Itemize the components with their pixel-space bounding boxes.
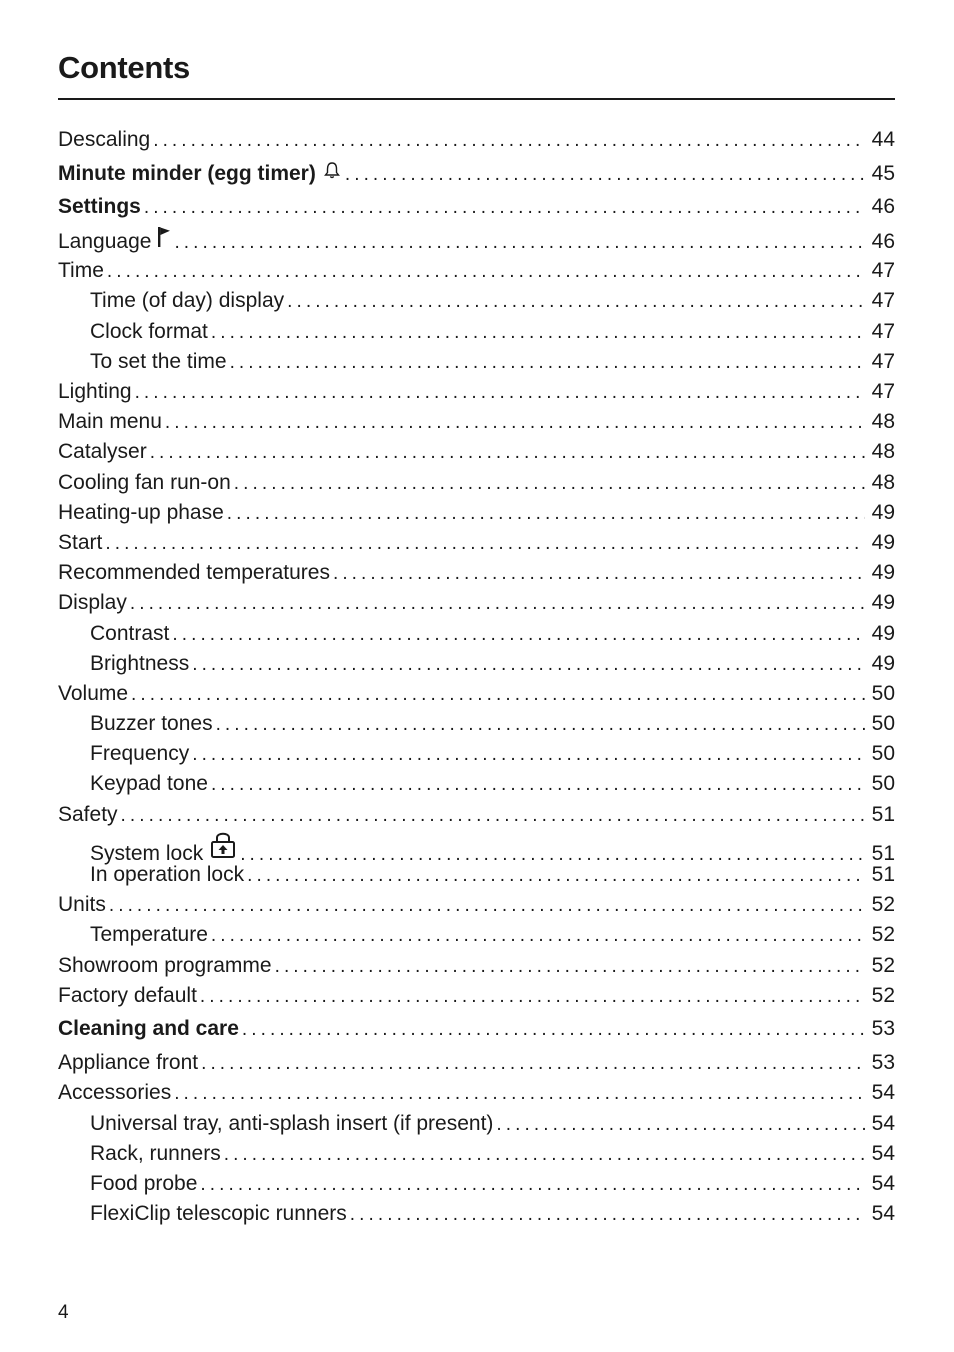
toc-entry [58, 890, 895, 920]
toc-entry-label [58, 951, 272, 981]
toc-entry-label [58, 192, 141, 222]
toc-entry-label [58, 377, 132, 407]
toc-entry-page: 46 [871, 195, 895, 219]
toc-entry [58, 920, 895, 950]
toc-entry-page: 49 [871, 621, 895, 645]
toc-entry [58, 1199, 895, 1229]
toc-entry-page: 49 [871, 530, 895, 554]
toc-entry-label [58, 679, 128, 709]
toc-entry-label [58, 1139, 221, 1169]
toc-entry-page: 54 [871, 1081, 895, 1105]
toc-entry [58, 951, 895, 981]
dot-leader [234, 469, 865, 499]
toc-entry-label [58, 498, 224, 528]
toc-entry-text: Descaling [58, 128, 151, 151]
toc-entry [58, 1139, 895, 1169]
toc-entry-page: 54 [871, 1202, 895, 1226]
toc-entry-label [58, 528, 102, 558]
toc-entry [58, 830, 895, 865]
toc-entry [58, 981, 895, 1011]
dot-leader [211, 318, 865, 348]
toc-entry-page: 50 [871, 712, 895, 736]
toc-entry [58, 709, 895, 739]
toc-entry-text: Keypad tone [90, 772, 208, 796]
toc-entry-text: Minute minder (egg timer) [58, 161, 316, 185]
dot-leader [201, 1049, 865, 1079]
table-of-contents [58, 125, 895, 1229]
toc-entry-page: 48 [871, 440, 895, 464]
page-title: Contents [58, 50, 190, 85]
toc-entry-text: Lighting [58, 380, 132, 403]
toc-entry-page: 47 [871, 380, 895, 403]
toc-entry-text: Catalyser [58, 440, 147, 464]
toc-entry [58, 1048, 895, 1078]
toc-entry-text: Cleaning and care [58, 1017, 239, 1041]
bell-icon [322, 160, 342, 180]
toc-entry-page: 50 [871, 742, 895, 766]
toc-entry-text: Universal tray, anti-splash insert (if present) [90, 1111, 494, 1135]
toc-entry-label [58, 437, 147, 467]
toc-entry-page: 53 [871, 1051, 895, 1075]
dot-leader [153, 126, 865, 156]
toc-entry-text: Contrast [90, 621, 170, 645]
dot-leader [131, 680, 865, 710]
toc-entry-label [58, 226, 171, 257]
toc-entry-page: 49 [871, 651, 895, 675]
toc-entry-page: 51 [871, 802, 895, 826]
toc-entry-page: 54 [871, 1111, 895, 1135]
toc-entry-page: 52 [871, 923, 895, 947]
toc-entry-page: 46 [871, 230, 895, 254]
toc-entry-page: 50 [871, 772, 895, 796]
toc-entry-page: 47 [871, 259, 895, 283]
dot-leader [135, 378, 865, 408]
toc-entry-label [58, 1109, 493, 1139]
toc-entry-label [58, 800, 118, 830]
toc-entry-text: Brightness [90, 651, 190, 675]
toc-entry-label [58, 769, 208, 799]
toc-entry-text: In operation lock [90, 863, 245, 886]
toc-entry [58, 800, 895, 830]
toc-entry-label [58, 256, 104, 286]
toc-entry-label [58, 407, 162, 437]
dot-leader [150, 438, 865, 468]
toc-entry-text: Main menu [58, 410, 162, 434]
toc-entry-label [58, 649, 189, 679]
toc-entry-label [58, 1078, 171, 1108]
toc-entry-text: Appliance front [58, 1051, 199, 1075]
toc-entry-label [58, 920, 208, 950]
toc-entry-page: 44 [871, 128, 895, 151]
dot-leader [333, 559, 865, 589]
toc-entry-text: Accessories [58, 1081, 172, 1105]
toc-entry-text: Display [58, 591, 127, 615]
dot-leader [224, 1140, 865, 1170]
dot-leader [496, 1110, 865, 1140]
toc-entry-page: 48 [871, 410, 895, 434]
toc-entry-page: 51 [871, 863, 895, 886]
dot-leader [121, 801, 865, 831]
toc-entry [58, 679, 895, 709]
toc-entry-text: Showroom programme [58, 953, 272, 977]
toc-entry-page: 45 [871, 161, 895, 185]
dot-leader [174, 1079, 865, 1109]
title-rule [58, 98, 895, 100]
toc-entry-text: Clock format [90, 319, 208, 343]
toc-entry [58, 377, 895, 407]
dot-leader [192, 650, 865, 680]
toc-entry-label [58, 1014, 239, 1044]
toc-entry [58, 159, 895, 189]
dot-leader [216, 710, 865, 740]
toc-entry [58, 649, 895, 679]
toc-entry-page: 49 [871, 500, 895, 524]
toc-entry [58, 256, 895, 286]
toc-entry-text: Heating-up phase [58, 500, 224, 524]
dot-leader [200, 1170, 865, 1200]
toc-entry-label [58, 1169, 197, 1199]
toc-entry [58, 317, 895, 347]
dot-leader [230, 348, 865, 378]
dot-leader [192, 740, 865, 770]
toc-entry-page: 53 [871, 1017, 895, 1041]
toc-entry-text: To set the time [90, 349, 227, 373]
toc-entry-page: 48 [871, 470, 895, 494]
toc-entry [58, 619, 895, 649]
toc-entry-label [58, 1199, 347, 1229]
toc-entry [58, 192, 895, 222]
toc-entry-label [58, 286, 284, 316]
toc-entry-label [58, 739, 189, 769]
toc-entry-text: Time [58, 259, 104, 283]
toc-entry-label [58, 125, 150, 155]
toc-entry-label [58, 890, 106, 920]
toc-entry [58, 860, 895, 890]
toc-entry-label [58, 1048, 198, 1078]
toc-entry-page: 54 [871, 1141, 895, 1165]
toc-entry-text: Language [58, 230, 152, 254]
toc-entry-text: Temperature [90, 923, 208, 947]
toc-entry [58, 1014, 895, 1044]
toc-entry [58, 1078, 895, 1108]
dot-leader [144, 193, 865, 223]
toc-entry-text: Food probe [90, 1171, 198, 1195]
toc-entry-page: 47 [871, 289, 895, 313]
toc-entry-text: Rack, runners [90, 1141, 221, 1165]
dot-leader [165, 408, 865, 438]
toc-entry-text: System lock [90, 841, 204, 865]
toc-entry-label [58, 619, 169, 649]
toc-entry [58, 468, 895, 498]
toc-entry-text: Buzzer tones [90, 712, 213, 736]
toc-entry [58, 286, 895, 316]
toc-entry-page: 47 [871, 319, 895, 343]
toc-entry [58, 588, 895, 618]
toc-entry-label [58, 317, 208, 347]
toc-entry-page: 47 [871, 349, 895, 373]
toc-entry-label [58, 588, 127, 618]
toc-entry-text: Time (of day) display [90, 289, 285, 313]
toc-entry [58, 437, 895, 467]
dot-leader [211, 770, 865, 800]
toc-entry [58, 1109, 895, 1139]
toc-entry [58, 347, 895, 377]
toc-entry-page: 52 [871, 953, 895, 977]
dot-leader [287, 287, 865, 317]
toc-entry-label [58, 159, 342, 189]
toc-entry [58, 1169, 895, 1199]
toc-entry-text: FlexiClip telescopic runners [90, 1202, 347, 1226]
toc-entry [58, 125, 895, 155]
dot-leader [350, 1200, 865, 1230]
toc-entry-page: 51 [871, 841, 895, 865]
toc-entry-label [58, 468, 231, 498]
dot-leader [109, 891, 865, 921]
lock-icon [209, 830, 237, 860]
dot-leader [345, 160, 865, 190]
toc-entry-page: 52 [871, 893, 895, 917]
toc-entry-text: Frequency [90, 742, 190, 766]
toc-entry-page: 52 [871, 983, 895, 1007]
toc-entry [58, 226, 895, 256]
dot-leader [275, 952, 865, 982]
toc-entry-label [58, 347, 227, 377]
toc-entry-label [58, 981, 197, 1011]
dot-leader [107, 257, 865, 287]
dot-leader [227, 499, 865, 529]
toc-entry [58, 498, 895, 528]
toc-entry-page: 49 [871, 561, 895, 585]
toc-entry-label [58, 709, 213, 739]
toc-entry [58, 558, 895, 588]
page-number: 4 [58, 1302, 69, 1323]
dot-leader [247, 861, 865, 891]
dot-leader [130, 589, 865, 619]
toc-entry-text: Factory default [58, 983, 197, 1007]
dot-leader [242, 1015, 865, 1045]
toc-entry-label [58, 860, 244, 890]
toc-entry-page: 50 [871, 681, 895, 705]
dot-leader [172, 620, 865, 650]
toc-entry-text: Units [58, 893, 106, 917]
toc-entry-label [58, 558, 330, 588]
toc-entry-text: Volume [58, 681, 129, 705]
toc-entry-text: Recommended temperatures [58, 561, 330, 585]
toc-entry-page: 54 [871, 1171, 895, 1195]
dot-leader [200, 982, 865, 1012]
toc-entry [58, 739, 895, 769]
toc-entry [58, 407, 895, 437]
toc-entry-page: 49 [871, 591, 895, 615]
toc-entry-text: Start [58, 530, 103, 554]
flag-icon [157, 226, 171, 248]
toc-entry [58, 769, 895, 799]
toc-entry-text: Cooling fan run-on [58, 470, 231, 494]
dot-leader [211, 921, 865, 951]
toc-entry-text: Settings [58, 195, 141, 219]
dot-leader [105, 529, 865, 559]
toc-entry [58, 528, 895, 558]
dot-leader [174, 228, 865, 258]
toc-entry-text: Safety [58, 802, 118, 826]
